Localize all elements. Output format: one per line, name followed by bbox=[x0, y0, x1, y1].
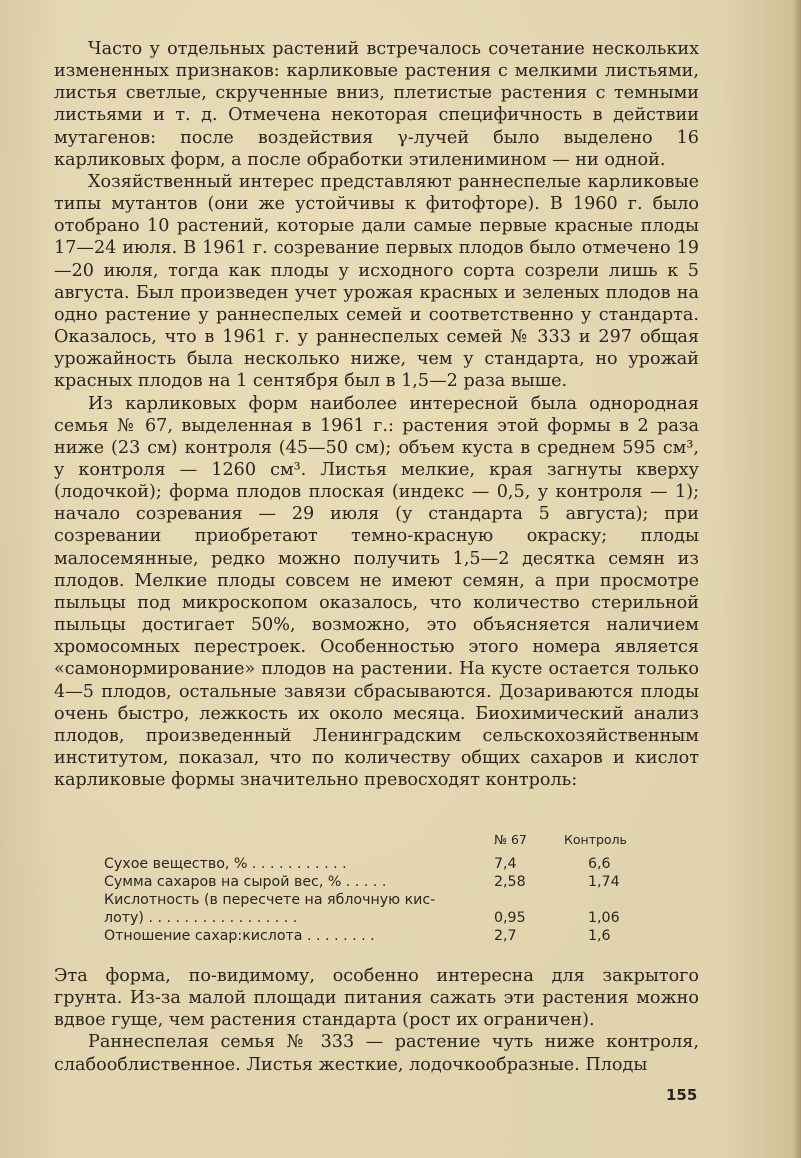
table-row bbox=[104, 909, 654, 927]
column-header-control: Контроль bbox=[564, 832, 627, 847]
row-label: Кислотность (в пересчете на яблочную кис- bbox=[104, 892, 436, 908]
table-row bbox=[104, 891, 654, 909]
row-label: Отношение сахар:кислота . . . . . . . . bbox=[104, 928, 375, 944]
main-text bbox=[54, 38, 699, 791]
row-label: лоту) . . . . . . . . . . . . . . . . . bbox=[104, 910, 298, 926]
paragraph-early-ripening: Хозяйственный интерес представляют раннеспелые карликовые типы мутантов (они же устойчивы к фитофторе). В 1960 г. было отобрано 10 растений, которые дали самые первые красные плоды 17—24 июля. В 1961 г. созревание первых плодов было отмечено 19—20 июля, тогда как плоды у исходного сорта созрели лишь к 5 августа. Был произведен учет урожая красных и зеленых плодов на одно растение у раннеспелых семей и соответственно у стандарта. Оказалось, что в 1961 г. у раннеспелых семей № 333 и 297 общая урожайность была несколько ниже, чем у стандарта, но урожай красных плодов на 1 сентября был в 1,5—2 раза выше. bbox=[54, 171, 699, 392]
paragraph-combined-traits: Часто у отдельных растений встречалось сочетание нескольких измененных признаков: карликовые растения с мелкими листьями, листья светлые, скрученные вниз, плетистые растения с темными листьями и т. д. Отмечена некоторая специфичность в действии мутагенов: после воздействия γ-лучей было выделено 16 карликовых форм, а после обработки этиленимином — ни одной. bbox=[54, 39, 699, 170]
page-number: 155 bbox=[666, 1086, 698, 1104]
table-header bbox=[104, 831, 654, 855]
row-label: Сумма сахаров на сырой вес, % . . . . . bbox=[104, 874, 387, 890]
paragraph-family-333: Раннеспелая семья № 333 — растение чуть ниже контроля, слабооблиственное. Листья жесткие, лодочкообразные. Плоды bbox=[54, 1032, 699, 1075]
value-control: 1,06 bbox=[588, 910, 620, 926]
value-control: 1,6 bbox=[588, 928, 611, 944]
paragraph-dwarf-family-67: Из карликовых форм наиболее интересной была однородная семья № 67, выделенная в 1961 г.: растения этой формы в 2 раза ниже (23 см) контроля (45—50 см); объем куста в среднем 595 см³, у контроля — 1260 см³. Листья мелкие, края загнуты кверху (лодочкой); форма плодов плоская (индекс — 0,5, у контроля — 1); начало созревания — 29 июля (у стандарта 5 августа); при созревании приобретают темно-красную окраску; плоды малосемянные, редко можно получить 1,5—2 десятка семян из плодов. Мелкие плоды совсем не имеют семян, а при просмотре пыльцы под микроскопом оказалось, что количество стерильной пыльцы достигает 50%, возможно, это объясняется наличием хромосомных перестроек. Особенностью этого номера является «самонормирование» плодов на растении. На кусте остается только 4—5 плодов, остальные завязи сбрасываются. Дозариваются плоды очень быстро, лежкость их около месяца. Биохимический анализ плодов, произведенный Ленинградским сельскохозяйственным институтом, показал, что по количеству общих сахаров и кислот карликовые формы значительно превосходят контроль: bbox=[54, 393, 699, 791]
page-edge-shadow bbox=[793, 0, 801, 1158]
lower-text bbox=[54, 965, 699, 1076]
value-control: 1,74 bbox=[588, 874, 620, 890]
column-header-67: № 67 bbox=[494, 832, 527, 847]
row-label: Сухое вещество, % . . . . . . . . . . . bbox=[104, 856, 347, 872]
value-67: 2,58 bbox=[494, 874, 526, 890]
value-67: 7,4 bbox=[494, 856, 517, 872]
table-row bbox=[104, 927, 654, 945]
table-row bbox=[104, 873, 654, 891]
value-67: 2,7 bbox=[494, 928, 517, 944]
table-row bbox=[104, 855, 654, 873]
paragraph-greenhouse: Эта форма, по-видимому, особенно интересна для закрытого грунта. Из-за малой площади питания сажать эти растения можно вдвое гуще, чем растения стандарта (рост их ограничен). bbox=[54, 966, 699, 1031]
value-67: 0,95 bbox=[494, 910, 526, 926]
biochemical-table bbox=[104, 831, 654, 945]
value-control: 6,6 bbox=[588, 856, 611, 872]
